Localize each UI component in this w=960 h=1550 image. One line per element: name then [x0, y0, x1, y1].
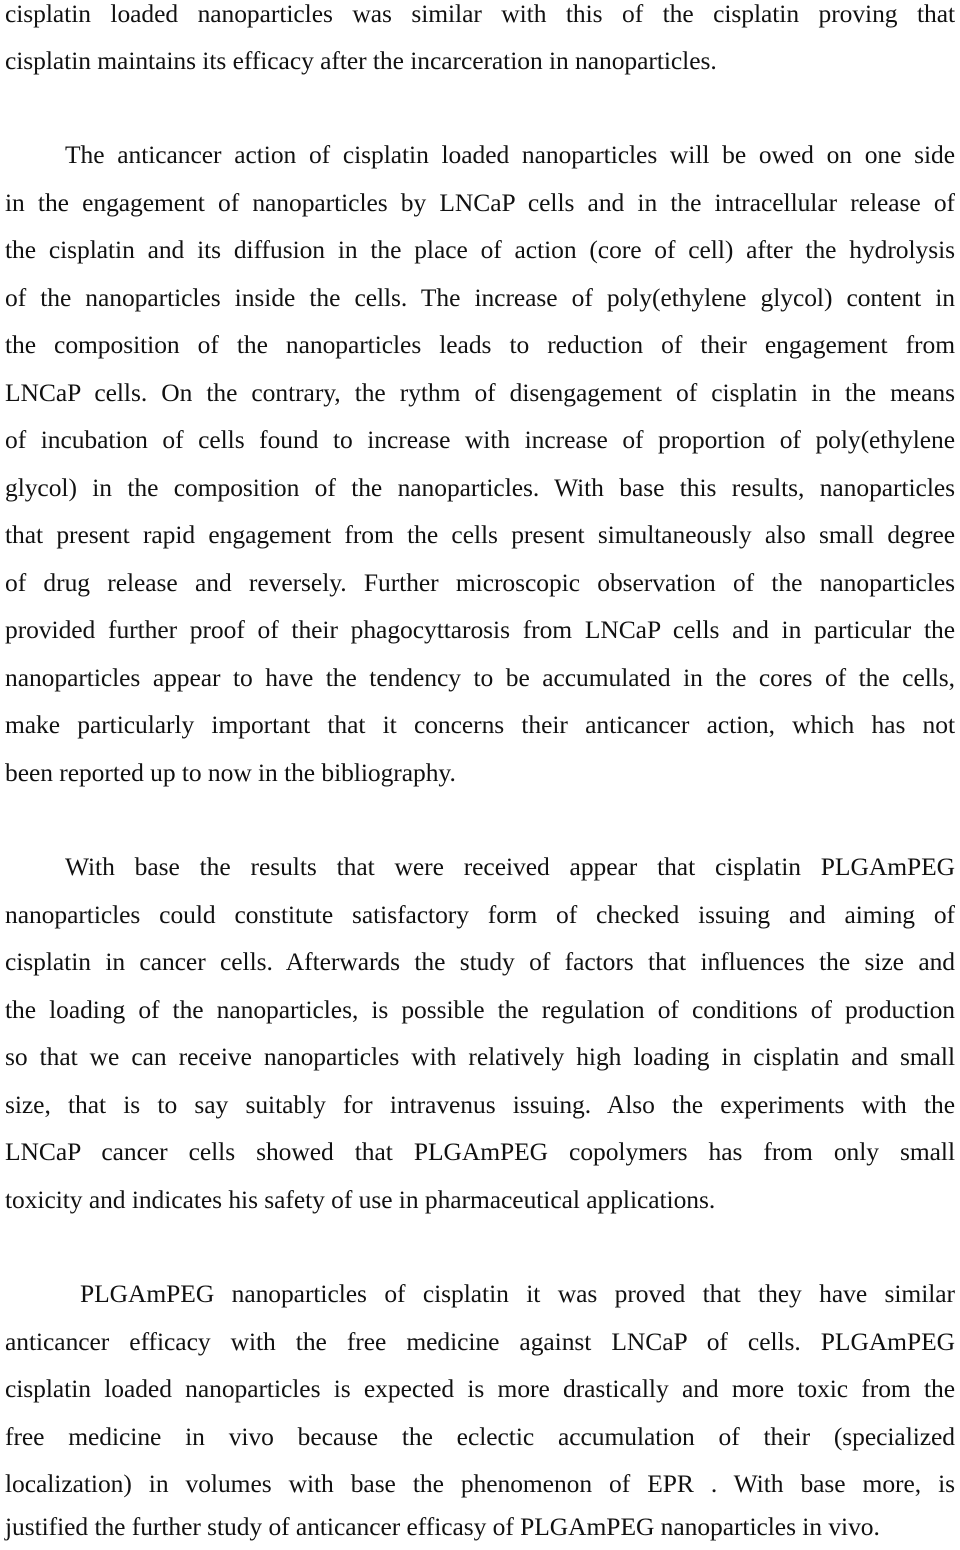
- text-line: localization) in volumes with base the phenomenon of EPR . With base more, is: [5, 1469, 955, 1498]
- text-line: been reported up to now in the bibliography.: [5, 758, 456, 787]
- text-line: the loading of the nanoparticles, is possible the regulation of conditions of production: [5, 995, 955, 1024]
- text-line: With base the results that were received appear that cisplatin PLGAmPEG: [65, 852, 955, 881]
- text-line: size, that is to say suitably for intravenus issuing. Also the experiments with the: [5, 1090, 955, 1119]
- text-line: provided further proof of their phagocyttarosis from LNCaP cells and in particular the: [5, 615, 955, 644]
- text-line: of incubation of cells found to increase with increase of proportion of poly(ethylene: [5, 425, 955, 454]
- text-line: so that we can receive nanoparticles with relatively high loading in cisplatin and small: [5, 1042, 955, 1071]
- text-line: cisplatin loaded nanoparticles was similar with this of the cisplatin proving that: [5, 0, 955, 28]
- text-line: of drug release and reversely. Further microscopic observation of the nanoparticles: [5, 568, 955, 597]
- text-line: the cisplatin and its diffusion in the place of action (core of cell) after the hydrolysis: [5, 235, 955, 264]
- text-line: cisplatin maintains its efficacy after the incarceration in nanoparticles.: [5, 46, 717, 75]
- text-line: the composition of the nanoparticles leads to reduction of their engagement from: [5, 330, 955, 359]
- text-line: glycol) in the composition of the nanoparticles. With base this results, nanoparticles: [5, 473, 955, 502]
- text-line: that present rapid engagement from the cells present simultaneously also small degree: [5, 520, 955, 549]
- text-line: make particularly important that it concerns their anticancer action, which has not: [5, 710, 955, 739]
- text-line: LNCaP cells. On the contrary, the rythm of disengagement of cisplatin in the means: [5, 378, 955, 407]
- text-line: toxicity and indicates his safety of use in pharmaceutical applications.: [5, 1185, 716, 1214]
- text-line: free medicine in vivo because the eclectic accumulation of their (specialized: [5, 1422, 955, 1451]
- text-line: LNCaP cancer cells showed that PLGAmPEG copolymers has from only small: [5, 1137, 955, 1166]
- text-line: PLGAmPEG nanoparticles of cisplatin it was proved that they have similar: [80, 1279, 955, 1308]
- text-line: The anticancer action of cisplatin loaded nanoparticles will be owed on one side: [65, 140, 955, 169]
- text-line: justified the further study of anticancer efficasy of PLGAmPEG nanoparticles in vivo.: [5, 1512, 880, 1541]
- text-line: anticancer efficacy with the free medicine against LNCaP of cells. PLGAmPEG: [5, 1327, 955, 1356]
- text-line: in the engagement of nanoparticles by LNCaP cells and in the intracellular release of: [5, 188, 955, 217]
- text-line: cisplatin loaded nanoparticles is expected is more drastically and more toxic from the: [5, 1374, 955, 1403]
- text-line: nanoparticles could constitute satisfactory form of checked issuing and aiming of: [5, 900, 955, 929]
- text-line: nanoparticles appear to have the tendency to be accumulated in the cores of the cells,: [5, 663, 955, 692]
- text-line: cisplatin in cancer cells. Afterwards the study of factors that influences the size and: [5, 947, 955, 976]
- text-line: of the nanoparticles inside the cells. The increase of poly(ethylene glycol) content in: [5, 283, 955, 312]
